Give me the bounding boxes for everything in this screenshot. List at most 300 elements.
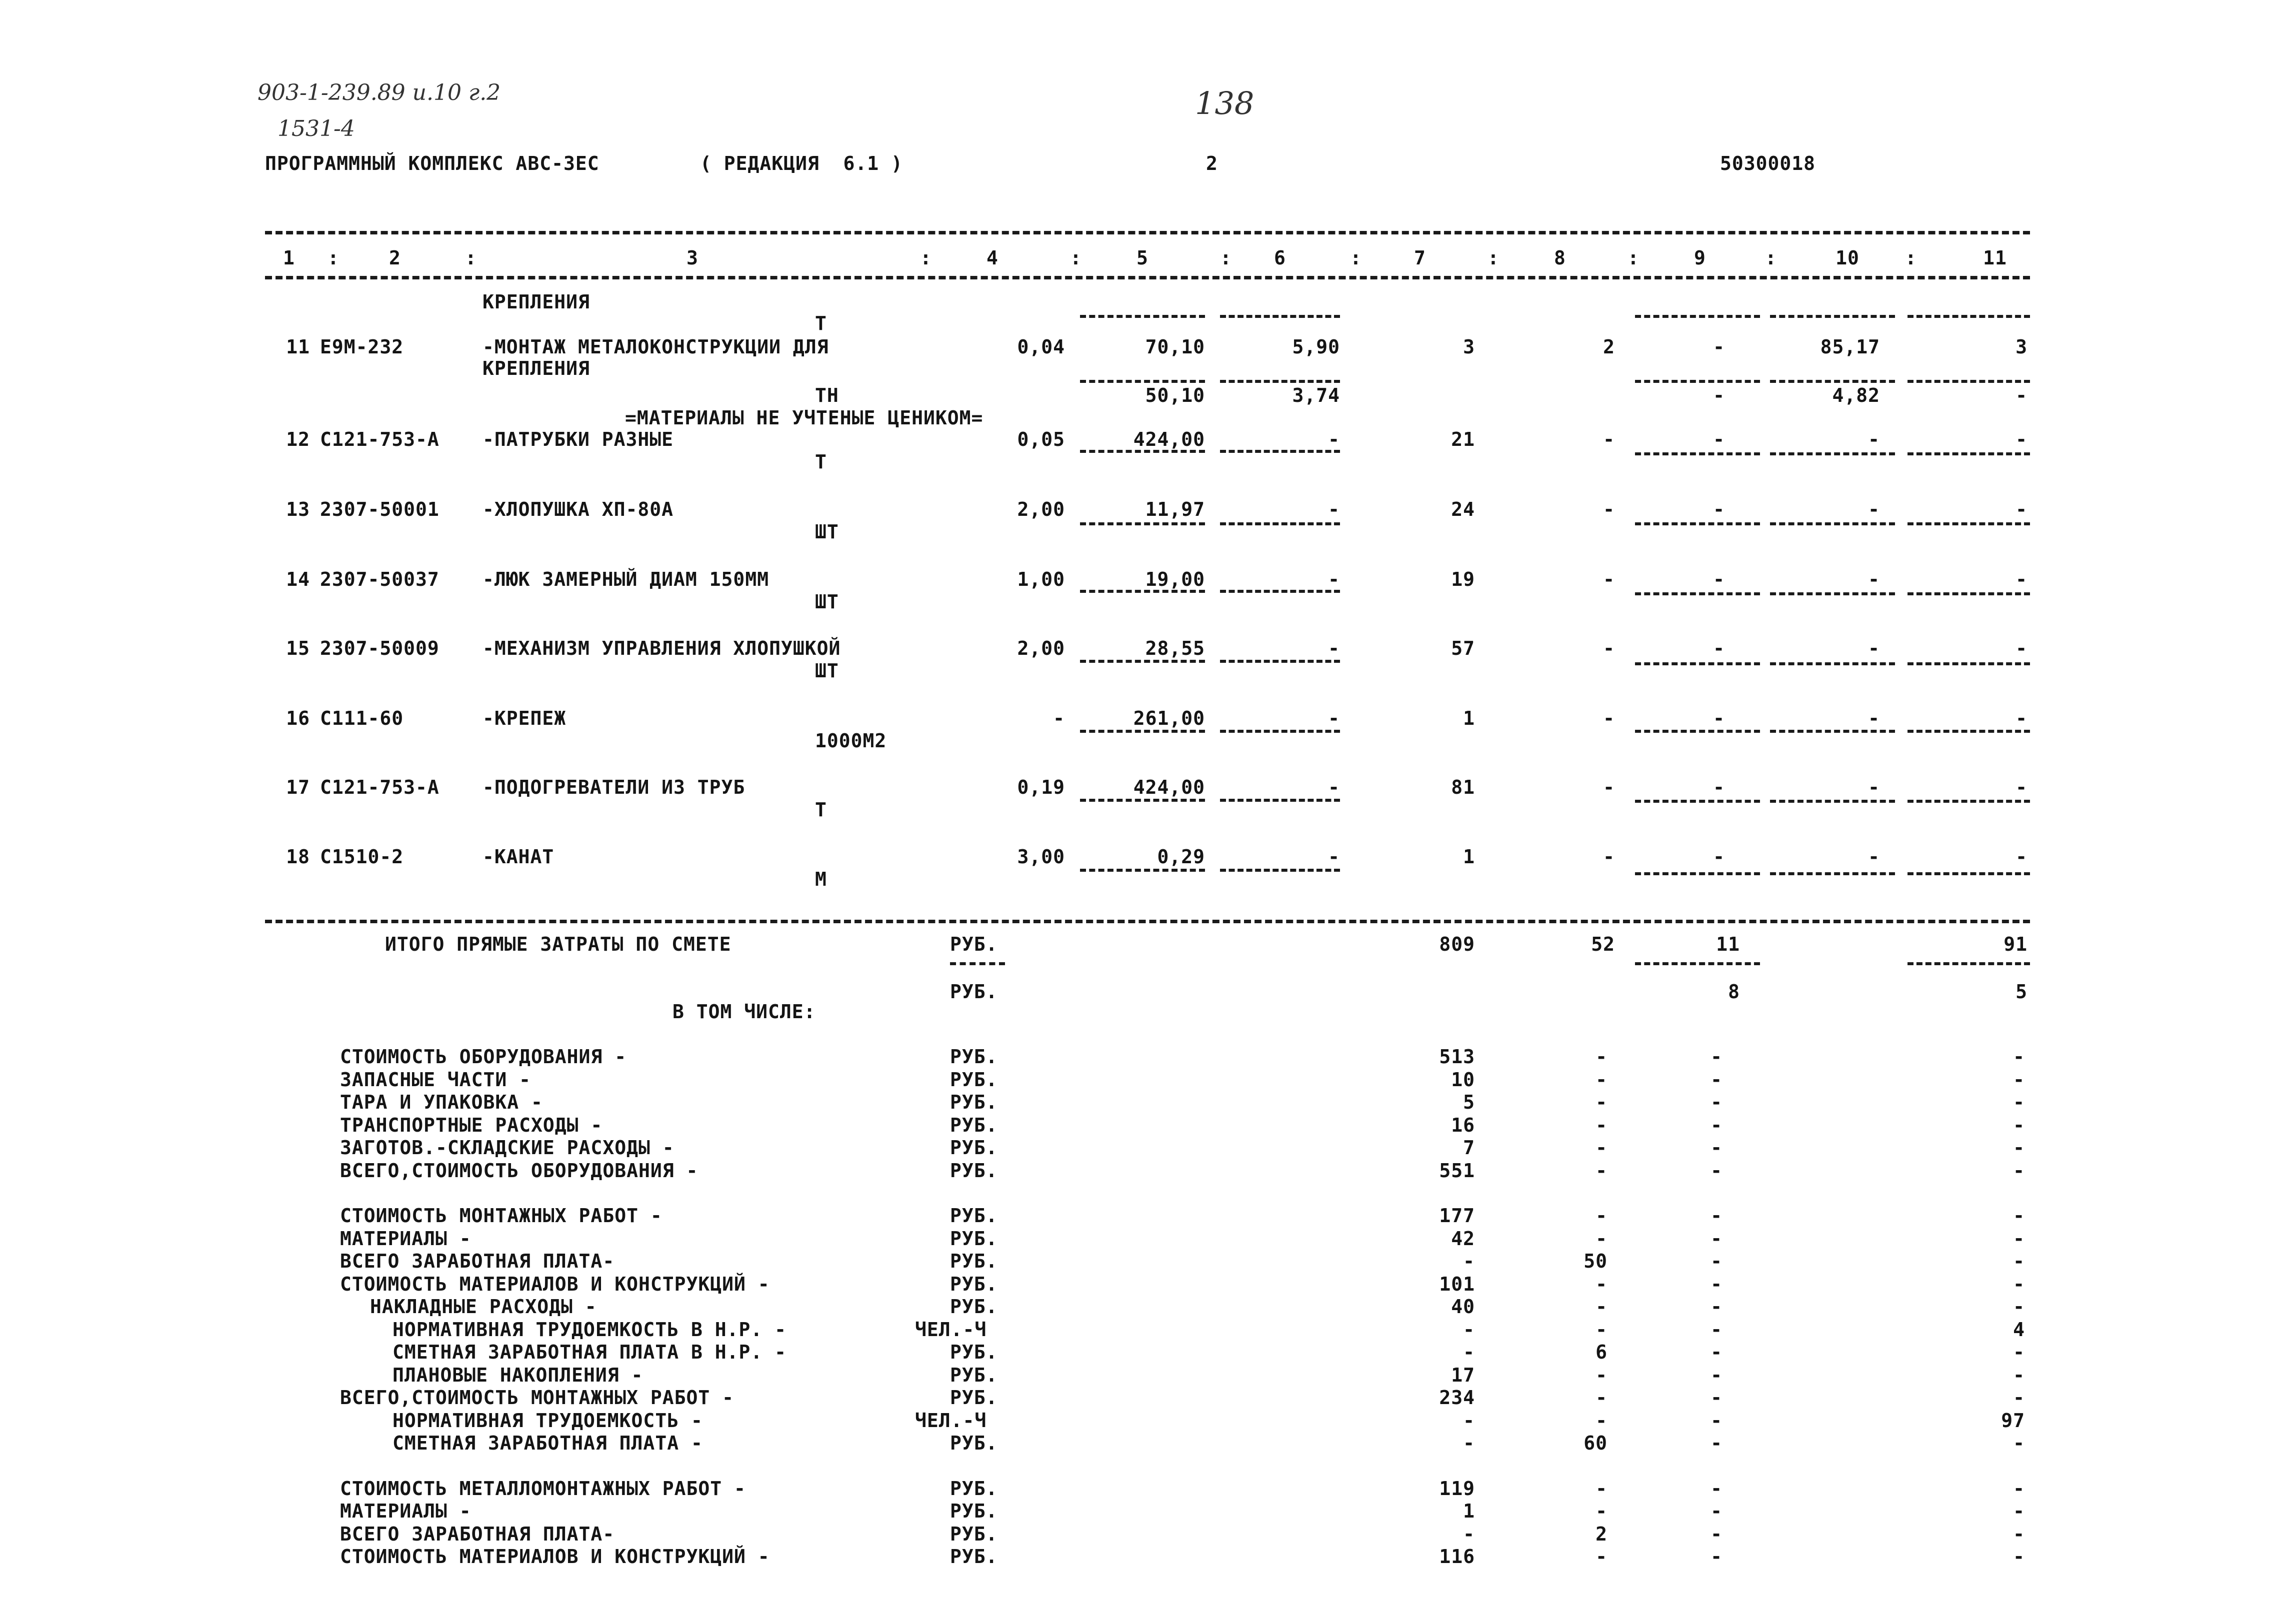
row-c10: 4,82	[1832, 384, 1880, 406]
row-c10: -	[1868, 428, 1880, 450]
summary-c9: -	[1710, 1318, 1722, 1341]
summary-c9: -	[1710, 1205, 1722, 1227]
row-unit: ШТ	[815, 591, 839, 613]
summary-unit: РУБ.	[950, 1114, 998, 1136]
subtotal-rule-c6	[1220, 799, 1340, 802]
summary-c11: -	[2013, 1432, 2025, 1454]
row-c11: -	[2016, 776, 2028, 798]
row-c9: -	[1713, 384, 1725, 406]
totals-c9-rule	[1635, 962, 1760, 965]
row-unit: М	[815, 868, 827, 890]
summary-label: ЗАГОТОВ.-СКЛАДСКИЕ РАСХОДЫ -	[340, 1137, 674, 1159]
summary-label: СТОИМОСТЬ МАТЕРИАЛОВ И КОНСТРУКЦИЙ -	[340, 1273, 770, 1295]
row-description: -ЛЮК ЗАМЕРНЫЙ ДИАМ 150ММ	[482, 568, 770, 590]
summary-c11: -	[2013, 1477, 2025, 1500]
summary-c11: -	[2013, 1387, 2025, 1409]
summary-c8: -	[1596, 1546, 1608, 1568]
summary-unit: ЧЕЛ.-Ч	[915, 1318, 987, 1341]
summary-c9: -	[1710, 1250, 1722, 1272]
subtotal-rule-c9	[1635, 592, 1760, 595]
totals-c9b: 8	[1728, 981, 1740, 1003]
row-c11: -	[2016, 498, 2028, 520]
summary-c8: -	[1596, 1227, 1608, 1250]
subtotal-rule-c10	[1770, 522, 1895, 525]
row-unit: ШТ	[815, 521, 839, 543]
row-c9: -	[1713, 776, 1725, 798]
row-c10: -	[1868, 846, 1880, 868]
subtotal-rule-c6	[1220, 869, 1340, 872]
row-description: -ПАТРУБКИ РАЗНЫЕ	[482, 428, 674, 450]
row-description: =МАТЕРИАЛЫ НЕ УЧТЕНЫЕ ЦЕНИКОМ=	[625, 407, 984, 429]
summary-c8: 60	[1584, 1432, 1608, 1454]
subtotal-rule-c11	[1908, 730, 2030, 733]
row-description: КРЕПЛЕНИЯ	[482, 357, 590, 379]
totals-c11-rule	[1908, 962, 2030, 965]
summary-c7: 16	[1451, 1114, 1475, 1136]
column-separator: :	[465, 247, 477, 269]
summary-c8: -	[1596, 1409, 1608, 1432]
summary-c11: -	[2013, 1068, 2025, 1091]
row-c11: -	[2016, 568, 2028, 590]
row-c9: -	[1713, 568, 1725, 590]
subtotal-rule-c6	[1220, 315, 1340, 318]
summary-c11: -	[2013, 1227, 2025, 1250]
summary-c11: -	[2013, 1523, 2025, 1545]
row-c11: -	[2016, 384, 2028, 406]
subtotal-rule-c11	[1908, 522, 2030, 525]
summary-c9: -	[1710, 1387, 1722, 1409]
row-c8: -	[1603, 776, 1615, 798]
row-c6: -	[1328, 846, 1340, 868]
row-description: -КАНАТ	[482, 846, 554, 868]
row-c9: -	[1713, 707, 1725, 729]
summary-c9: -	[1710, 1159, 1722, 1182]
row-c6: -	[1328, 428, 1340, 450]
subtotal-rule-c5	[1080, 660, 1205, 663]
row-description: -МОНТАЖ МЕТАЛОКОНСТРУКЦИИ ДЛЯ	[482, 336, 829, 358]
row-description: КРЕПЛЕНИЯ	[482, 291, 590, 313]
subtotal-rule-c9	[1635, 872, 1760, 875]
row-c9: -	[1713, 846, 1725, 868]
summary-unit: РУБ.	[950, 1137, 998, 1159]
summary-label: НОРМАТИВНАЯ ТРУДОЕМКОСТЬ -	[392, 1409, 703, 1432]
row-description: -КРЕПЕЖ	[482, 707, 566, 729]
summary-c11: -	[2013, 1296, 2025, 1318]
column-separator: :	[1070, 247, 1082, 269]
column-separator: :	[1220, 247, 1232, 269]
row-quantity: 3,00	[1017, 846, 1065, 868]
row-quantity: 0,05	[1017, 428, 1065, 450]
row-c7: 1	[1463, 846, 1475, 868]
summary-label: СТОИМОСТЬ МЕТАЛЛОМОНТАЖНЫХ РАБОТ -	[340, 1477, 746, 1500]
subtotal-rule-c11	[1908, 380, 2030, 383]
subtotal-rule-c6	[1220, 380, 1340, 383]
summary-c7: 119	[1439, 1477, 1475, 1500]
summary-c8: -	[1596, 1273, 1608, 1295]
row-c10: -	[1868, 776, 1880, 798]
summary-c11: -	[2013, 1364, 2025, 1386]
row-c6: -	[1328, 637, 1340, 659]
summary-unit: РУБ.	[950, 1387, 998, 1409]
summary-c7: 40	[1451, 1296, 1475, 1318]
summary-c11: -	[2013, 1500, 2025, 1522]
summary-c7: 177	[1439, 1205, 1475, 1227]
summary-c9: -	[1710, 1477, 1722, 1500]
sheet-page: 2	[1206, 152, 1218, 174]
row-code: С121-753-А	[320, 776, 440, 798]
summary-c8: -	[1596, 1364, 1608, 1386]
subtotal-rule-c11	[1908, 662, 2030, 665]
summary-c8: -	[1596, 1296, 1608, 1318]
column-header-4: 4	[986, 247, 998, 269]
summary-c8: -	[1596, 1114, 1608, 1136]
header-rule-top	[265, 231, 2030, 234]
summary-label: ПЛАНОВЫЕ НАКОПЛЕНИЯ -	[392, 1364, 644, 1386]
document-code: 50300018	[1720, 152, 1816, 174]
summary-label: СТОИМОСТЬ ОБОРУДОВАНИЯ -	[340, 1046, 627, 1068]
row-quantity: -	[1053, 707, 1065, 729]
column-header-10: 10	[1836, 247, 1860, 269]
summary-c8: -	[1596, 1205, 1608, 1227]
summary-c11: -	[2013, 1250, 2025, 1272]
summary-unit: РУБ.	[950, 1546, 998, 1568]
summary-unit: РУБ.	[950, 1523, 998, 1545]
summary-c9: -	[1710, 1341, 1722, 1363]
summary-c7: 42	[1451, 1227, 1475, 1250]
summary-unit: РУБ.	[950, 1091, 998, 1113]
summary-c7: 551	[1439, 1159, 1475, 1182]
summary-label: ТРАНСПОРТНЫЕ РАСХОДЫ -	[340, 1114, 603, 1136]
summary-c7: -	[1463, 1318, 1475, 1341]
row-number: 14	[286, 568, 310, 590]
row-c11: -	[2016, 846, 2028, 868]
row-c6: -	[1328, 498, 1340, 520]
subtotal-rule-c9	[1635, 380, 1760, 383]
summary-unit: РУБ.	[950, 1159, 998, 1182]
row-c11: -	[2016, 428, 2028, 450]
totals-label: ИТОГО ПРЯМЫЕ ЗАТРАТЫ ПО СМЕТЕ	[385, 933, 732, 955]
row-c5: 70,10	[1145, 336, 1205, 358]
subtotal-rule-c9	[1635, 315, 1760, 318]
row-c8: -	[1603, 846, 1615, 868]
handwritten-sheet: 1531-4	[278, 116, 355, 141]
column-separator: :	[328, 247, 340, 269]
summary-c11: -	[2013, 1114, 2025, 1136]
program-title: ПРОГРАММНЫЙ КОМПЛЕКС АВС-3ЕС	[265, 152, 600, 174]
row-number: 17	[286, 776, 310, 798]
totals-c11b: 5	[2016, 981, 2028, 1003]
row-c7: 81	[1451, 776, 1475, 798]
subtotal-rule-c5	[1080, 380, 1205, 383]
subtotal-rule-c9	[1635, 730, 1760, 733]
row-c6: 5,90	[1292, 336, 1340, 358]
summary-c9: -	[1710, 1409, 1722, 1432]
row-description: -МЕХАНИЗМ УПРАВЛЕНИЯ ХЛОПУШКОЙ	[482, 637, 841, 659]
column-header-2: 2	[389, 247, 401, 269]
summary-c8: 50	[1584, 1250, 1608, 1272]
row-c7: 19	[1451, 568, 1475, 590]
summary-c9: -	[1710, 1046, 1722, 1068]
subtotal-rule-c5	[1080, 799, 1205, 802]
program-edition: ( РЕДАКЦИЯ 6.1 )	[700, 152, 903, 174]
row-code: С121-753-А	[320, 428, 440, 450]
totals-including: В ТОМ ЧИСЛЕ:	[672, 1001, 816, 1023]
column-header-6: 6	[1274, 247, 1286, 269]
subtotal-rule-c5	[1080, 869, 1205, 872]
totals-rule	[265, 920, 2030, 923]
summary-c8: -	[1596, 1159, 1608, 1182]
summary-c8: -	[1596, 1091, 1608, 1113]
summary-c7: 116	[1439, 1546, 1475, 1568]
subtotal-rule-c10	[1770, 380, 1895, 383]
summary-c8: -	[1596, 1137, 1608, 1159]
summary-label: НОРМАТИВНАЯ ТРУДОЕМКОСТЬ В Н.Р. -	[392, 1318, 786, 1341]
row-number: 11	[286, 336, 310, 358]
row-c6: -	[1328, 568, 1340, 590]
summary-c7: -	[1463, 1523, 1475, 1545]
row-c5: 11,97	[1145, 498, 1205, 520]
summary-c9: -	[1710, 1273, 1722, 1295]
subtotal-rule-c10	[1770, 592, 1895, 595]
summary-c9: -	[1710, 1523, 1722, 1545]
summary-label: МАТЕРИАЛЫ -	[340, 1500, 472, 1522]
subtotal-rule-c11	[1908, 872, 2030, 875]
row-c8: -	[1603, 568, 1615, 590]
row-number: 13	[286, 498, 310, 520]
subtotal-rule-c5	[1080, 730, 1205, 733]
row-number: 12	[286, 428, 310, 450]
summary-c7: -	[1463, 1409, 1475, 1432]
column-separator: :	[1350, 247, 1362, 269]
row-quantity: 0,04	[1017, 336, 1065, 358]
totals-c9: 11	[1716, 933, 1740, 955]
subtotal-rule-c9	[1635, 662, 1760, 665]
summary-unit: РУБ.	[950, 1205, 998, 1227]
summary-c9: -	[1710, 1296, 1722, 1318]
column-header-7: 7	[1414, 247, 1426, 269]
subtotal-rule-c10	[1770, 872, 1895, 875]
column-header-5: 5	[1136, 247, 1148, 269]
row-unit: ТН	[815, 384, 839, 406]
summary-label: СТОИМОСТЬ МОНТАЖНЫХ РАБОТ -	[340, 1205, 662, 1227]
summary-c9: -	[1710, 1432, 1722, 1454]
row-c5: 19,00	[1145, 568, 1205, 590]
row-code: 2307-50001	[320, 498, 440, 520]
totals-c11: 91	[2004, 933, 2028, 955]
subtotal-rule-c9	[1635, 800, 1760, 803]
summary-c8: -	[1596, 1477, 1608, 1500]
summary-unit: РУБ.	[950, 1432, 998, 1454]
summary-c11: 4	[2013, 1318, 2025, 1341]
subtotal-rule-c6	[1220, 590, 1340, 593]
summary-unit: ЧЕЛ.-Ч	[915, 1409, 987, 1432]
summary-unit: РУБ.	[950, 1250, 998, 1272]
summary-label: ВСЕГО ЗАРАБОТНАЯ ПЛАТА-	[340, 1523, 615, 1545]
summary-c11: -	[2013, 1273, 2025, 1295]
summary-unit: РУБ.	[950, 1227, 998, 1250]
column-header-3: 3	[686, 247, 698, 269]
row-c8: -	[1603, 498, 1615, 520]
summary-c9: -	[1710, 1114, 1722, 1136]
summary-c11: -	[2013, 1205, 2025, 1227]
row-c9: -	[1713, 637, 1725, 659]
row-unit: Т	[815, 799, 827, 821]
summary-unit: РУБ.	[950, 1364, 998, 1386]
summary-unit: РУБ.	[950, 1068, 998, 1091]
subtotal-rule-c10	[1770, 662, 1895, 665]
row-c7: 21	[1451, 428, 1475, 450]
summary-c8: -	[1596, 1500, 1608, 1522]
row-code: С1510-2	[320, 846, 404, 868]
row-c10: -	[1868, 637, 1880, 659]
subtotal-rule-c11	[1908, 452, 2030, 455]
summary-c9: -	[1710, 1546, 1722, 1568]
summary-c11: -	[2013, 1137, 2025, 1159]
summary-c9: -	[1710, 1500, 1722, 1522]
summary-unit: РУБ.	[950, 1500, 998, 1522]
row-c8: -	[1603, 707, 1615, 729]
row-c5: 424,00	[1133, 776, 1205, 798]
subtotal-rule-c9	[1635, 452, 1760, 455]
summary-label: ВСЕГО ЗАРАБОТНАЯ ПЛАТА-	[340, 1250, 615, 1272]
row-c5: 28,55	[1145, 637, 1205, 659]
column-separator: :	[920, 247, 932, 269]
row-quantity: 2,00	[1017, 637, 1065, 659]
row-c11: 3	[2016, 336, 2028, 358]
row-c7: 1	[1463, 707, 1475, 729]
handwritten-code: 903-1-239.89 и.10 г.2	[258, 80, 501, 105]
row-code: С111-60	[320, 707, 404, 729]
row-c6: 3,74	[1292, 384, 1340, 406]
subtotal-rule-c5	[1080, 450, 1205, 453]
row-unit: ШТ	[815, 660, 839, 682]
row-c9: -	[1713, 428, 1725, 450]
subtotal-rule-c10	[1770, 452, 1895, 455]
row-c8: 2	[1603, 336, 1615, 358]
summary-unit: РУБ.	[950, 1046, 998, 1068]
subtotal-rule-c6	[1220, 450, 1340, 453]
summary-label: СМЕТНАЯ ЗАРАБОТНАЯ ПЛАТА В Н.Р. -	[392, 1341, 786, 1363]
summary-c11: -	[2013, 1341, 2025, 1363]
row-c11: -	[2016, 637, 2028, 659]
summary-c7: -	[1463, 1341, 1475, 1363]
summary-label: ЗАПАСНЫЕ ЧАСТИ -	[340, 1068, 532, 1091]
row-c9: -	[1713, 498, 1725, 520]
summary-label: ВСЕГО,СТОИМОСТЬ МОНТАЖНЫХ РАБОТ -	[340, 1387, 734, 1409]
summary-c7: 17	[1451, 1364, 1475, 1386]
row-code: 2307-50009	[320, 637, 440, 659]
summary-c8: -	[1596, 1046, 1608, 1068]
summary-c9: -	[1710, 1137, 1722, 1159]
summary-c7: 7	[1463, 1137, 1475, 1159]
summary-c11: -	[2013, 1546, 2025, 1568]
row-number: 15	[286, 637, 310, 659]
summary-c7: 234	[1439, 1387, 1475, 1409]
row-number: 16	[286, 707, 310, 729]
summary-unit: РУБ.	[950, 1296, 998, 1318]
row-c5: 0,29	[1157, 846, 1205, 868]
row-c11: -	[2016, 707, 2028, 729]
subtotal-rule-c6	[1220, 660, 1340, 663]
subtotal-rule-c11	[1908, 800, 2030, 803]
subtotal-rule-c5	[1080, 315, 1205, 318]
column-separator: :	[1488, 247, 1500, 269]
summary-unit: РУБ.	[950, 1273, 998, 1295]
row-c6: -	[1328, 776, 1340, 798]
subtotal-rule-c5	[1080, 590, 1205, 593]
column-separator: :	[1905, 247, 1917, 269]
row-c5: 424,00	[1133, 428, 1205, 450]
row-code: Е9М-232	[320, 336, 404, 358]
subtotal-rule-c5	[1080, 522, 1205, 525]
row-c10: -	[1868, 707, 1880, 729]
summary-c7: -	[1463, 1432, 1475, 1454]
summary-c8: 6	[1596, 1341, 1608, 1363]
totals-unit-2: РУБ.	[950, 981, 998, 1003]
summary-c9: -	[1710, 1068, 1722, 1091]
summary-c9: -	[1710, 1227, 1722, 1250]
column-separator: :	[1765, 247, 1777, 269]
summary-c7: 1	[1463, 1500, 1475, 1522]
totals-c7: 809	[1439, 933, 1475, 955]
column-separator: :	[1628, 247, 1640, 269]
summary-c11: -	[2013, 1159, 2025, 1182]
row-unit: Т	[815, 312, 827, 334]
handwritten-page-number: 138	[1195, 85, 1254, 121]
summary-c11: -	[2013, 1046, 2025, 1068]
summary-label: МАТЕРИАЛЫ -	[340, 1227, 472, 1250]
subtotal-rule-c9	[1635, 522, 1760, 525]
summary-c8: 2	[1596, 1523, 1608, 1545]
subtotal-rule-c6	[1220, 522, 1340, 525]
column-header-11: 11	[1983, 247, 2007, 269]
summary-c8: -	[1596, 1387, 1608, 1409]
row-unit: Т	[815, 451, 827, 473]
summary-c7: 10	[1451, 1068, 1475, 1091]
summary-label: ТАРА И УПАКОВКА -	[340, 1091, 543, 1113]
summary-unit: РУБ.	[950, 1477, 998, 1500]
row-c9: -	[1713, 336, 1725, 358]
subtotal-rule-c10	[1770, 730, 1895, 733]
row-c5: 261,00	[1133, 707, 1205, 729]
summary-c7: 513	[1439, 1046, 1475, 1068]
subtotal-rule-c11	[1908, 315, 2030, 318]
subtotal-rule-c11	[1908, 592, 2030, 595]
row-quantity: 2,00	[1017, 498, 1065, 520]
summary-c7: -	[1463, 1250, 1475, 1272]
row-description: -ХЛОПУШКА ХП-80А	[482, 498, 674, 520]
summary-c8: -	[1596, 1068, 1608, 1091]
subtotal-rule-c10	[1770, 800, 1895, 803]
summary-c7: 101	[1439, 1273, 1475, 1295]
summary-c7: 5	[1463, 1091, 1475, 1113]
column-header-8: 8	[1554, 247, 1566, 269]
subtotal-rule-c10	[1770, 315, 1895, 318]
column-header-9: 9	[1694, 247, 1706, 269]
totals-c8: 52	[1591, 933, 1615, 955]
summary-c8: -	[1596, 1318, 1608, 1341]
column-header-1: 1	[283, 247, 295, 269]
row-c10: -	[1868, 498, 1880, 520]
summary-c11: 97	[2001, 1409, 2025, 1432]
summary-label: СМЕТНАЯ ЗАРАБОТНАЯ ПЛАТА -	[392, 1432, 703, 1454]
row-c10: 85,17	[1820, 336, 1880, 358]
row-number: 18	[286, 846, 310, 868]
row-c5: 50,10	[1145, 384, 1205, 406]
row-c7: 24	[1451, 498, 1475, 520]
row-c7: 3	[1463, 336, 1475, 358]
row-quantity: 1,00	[1017, 568, 1065, 590]
